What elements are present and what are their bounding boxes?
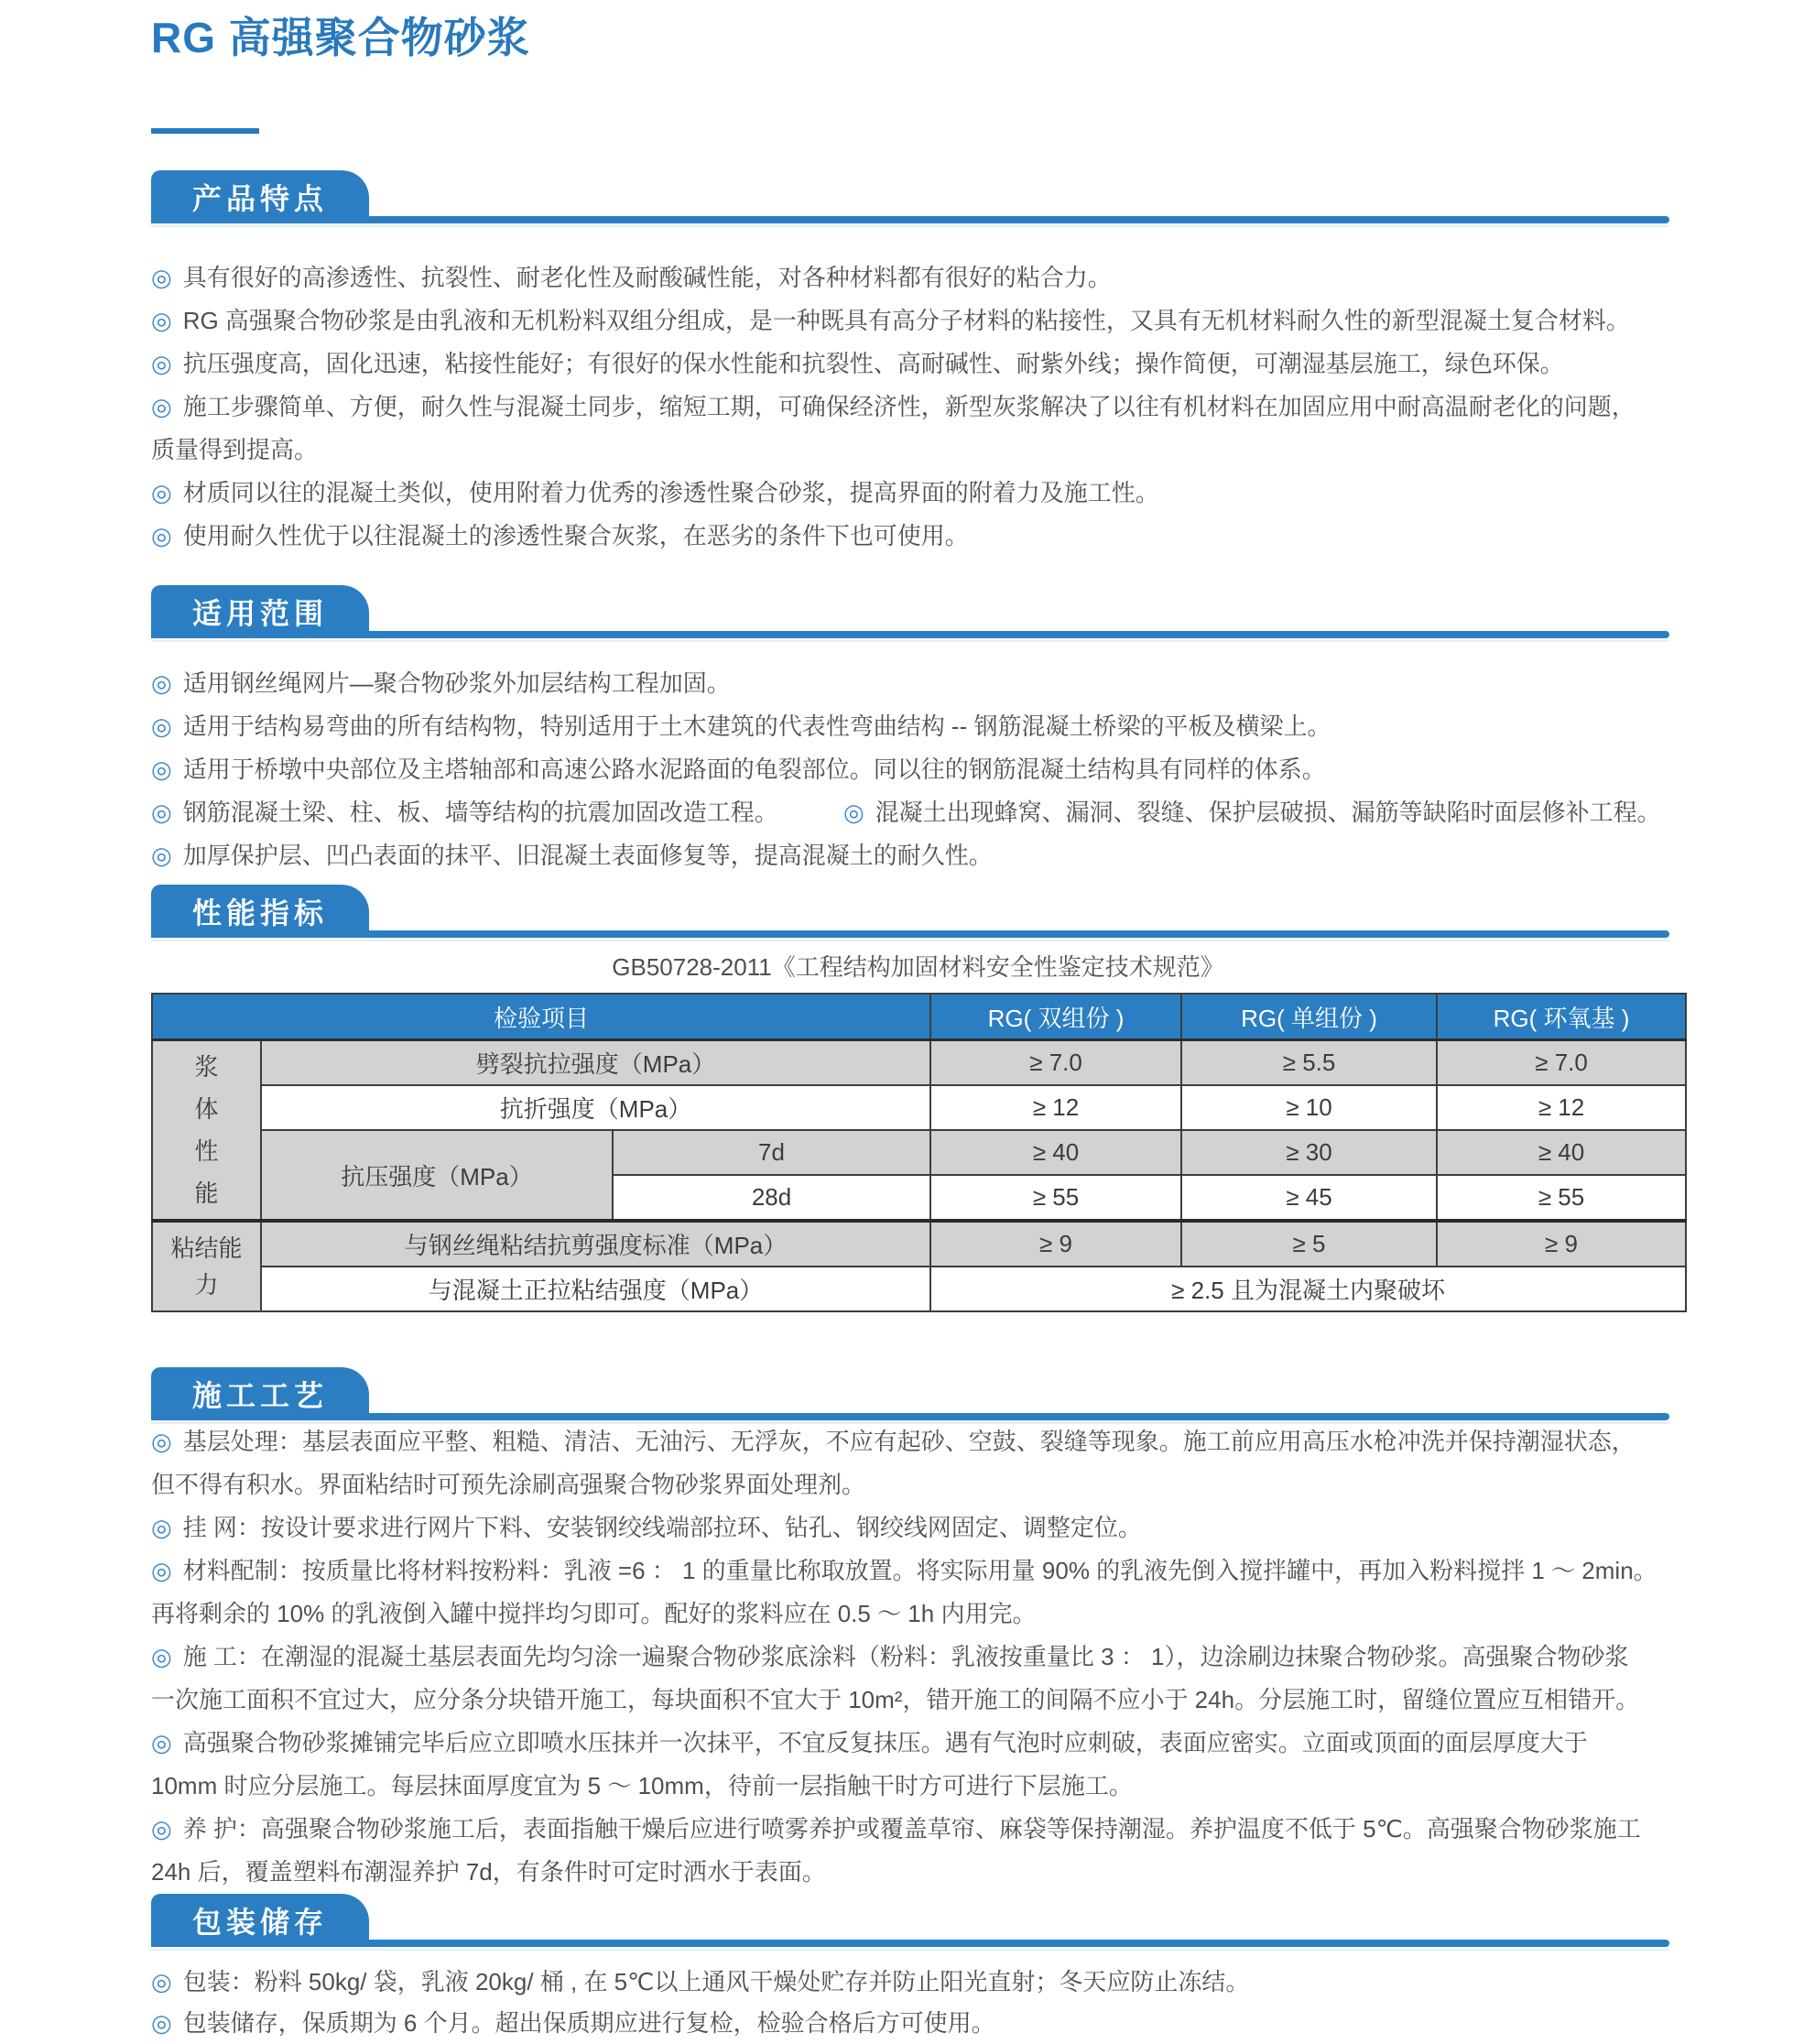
section-badge-performance	[151, 885, 369, 938]
list-item-continuation	[151, 1765, 1685, 1808]
list-item	[151, 342, 1685, 386]
packaging-list	[151, 1962, 1685, 2044]
table-cell-value: ≥ 12	[1437, 1085, 1686, 1130]
table-cell-item: 与钢丝绳粘结抗剪强度标准（MPa）	[261, 1221, 930, 1267]
bullet-icon: ◎	[151, 1643, 172, 1670]
page-title: RG 高强聚合物砂浆	[151, 14, 530, 61]
bullet-icon: ◎	[151, 1815, 172, 1843]
list-item-pair	[151, 791, 1685, 834]
list-item	[151, 515, 1685, 558]
table-row	[152, 1267, 1686, 1311]
table-row	[152, 1040, 1686, 1086]
table-header-row	[152, 994, 1686, 1040]
title-underline	[151, 128, 259, 134]
bullet-icon: ◎	[151, 393, 172, 420]
section-header-features	[151, 170, 1685, 223]
bullet-icon: ◎	[151, 307, 172, 334]
section-header-scope	[151, 585, 1685, 638]
list-item	[151, 1420, 1685, 1463]
construction-list	[151, 1420, 1685, 1894]
list-item-continuation	[151, 1679, 1685, 1722]
list-item	[151, 299, 1685, 342]
table-cell-value: ≥ 45	[1181, 1175, 1437, 1221]
list-item-text: 包装：粉料 50kg/ 袋，乳液 20kg/ 桶 , 在 5℃以上通风干燥处贮存并防止阳光直射；冬天应防止冻结。	[182, 1968, 1250, 1995]
section-divider	[151, 930, 1669, 938]
list-item-text: 10mm 时应分层施工。每层抹面厚度宜为 5 ～ 10mm，待前一层指触干时方可进行下层施工。	[151, 1772, 1133, 1799]
section-header-packaging	[151, 1894, 1685, 1947]
table-cell-value: ≥ 12	[930, 1085, 1181, 1130]
bullet-icon: ◎	[151, 756, 172, 783]
table-cell-item: 与混凝土正拉粘结强度（MPa）	[261, 1267, 930, 1311]
table-cell-sublabel: 28d	[613, 1175, 930, 1221]
list-item-text: 使用耐久性优于以往混凝土的渗透性聚合灰浆，在恶劣的条件下也可使用。	[182, 522, 969, 549]
list-item-text: 养 护：高强聚合物砂浆施工后，表面指触干燥后应进行喷雾养护或覆盖草帘、麻袋等保持潮湿。养护温度不低于 5℃。高强聚合物砂浆施工	[182, 1815, 1641, 1843]
list-item-text: 施工步骤简单、方便，耐久性与混凝土同步，缩短工期，可确保经济性，新型灰浆解决了以往有机材料在加固应用中耐高温耐老化的问题，	[182, 393, 1636, 420]
list-item	[151, 2003, 1685, 2044]
table-cell-value: ≥ 40	[1437, 1130, 1686, 1175]
list-item-text: 具有很好的高渗透性、抗裂性、耐老化性及耐酸碱性能，对各种材料都有很好的粘合力。	[182, 264, 1112, 291]
table-cell-sublabel: 7d	[613, 1130, 930, 1175]
list-item	[151, 1549, 1685, 1593]
bullet-icon: ◎	[151, 264, 172, 291]
bullet-icon: ◎	[151, 1514, 172, 1541]
list-item-text: 基层处理：基层表面应平整、粗糙、清洁、无油污、无浮灰，不应有起砂、空鼓、裂缝等现象。施工前应用高压水枪冲洗并保持潮湿状态，	[182, 1428, 1636, 1455]
bullet-icon: ◎	[151, 799, 172, 826]
section-badge-features	[151, 170, 369, 223]
list-item-text: 材质同以往的混凝土类似，使用附着力优秀的渗透性聚合砂浆，提高界面的附着力及施工性。	[182, 479, 1159, 506]
bullet-icon: ◎	[151, 479, 172, 506]
section-divider	[151, 1413, 1669, 1420]
list-item	[151, 1722, 1685, 1765]
table-caption: GB50728-2011《工程结构加固材料安全性鉴定技术规范》	[612, 953, 1224, 981]
table-cell-value: ≥ 5	[1181, 1221, 1437, 1267]
table-cell-value: ≥ 5.5	[1181, 1040, 1437, 1086]
list-item-continuation	[151, 429, 1685, 472]
list-item-text: 钢筋混凝土梁、柱、板、墙等结构的抗震加固改造工程。	[182, 799, 778, 826]
list-item-continuation	[151, 1593, 1685, 1636]
list-item	[151, 386, 1685, 429]
bullet-icon: ◎	[151, 1968, 172, 1995]
list-item-text: 一次施工面积不宜过大，应分条分块错开施工，每块面积不宜大于 10m²，错开施工的间隔不应小于 24h。分层施工时，留缝位置应互相错开。	[151, 1686, 1640, 1713]
list-item-text: 质量得到提高。	[151, 436, 319, 463]
row-group-label: 粘结能力	[152, 1221, 261, 1311]
bullet-icon: ◎	[151, 1729, 172, 1756]
bullet-icon: ◎	[151, 1428, 172, 1455]
list-item-text: 高强聚合物砂浆摊铺完毕后应立即喷水压抹并一次抹平，不宜反复抹压。遇有气泡时应刺破，表面应密实。立面或顶面的面层厚度大于	[182, 1729, 1588, 1756]
table-cell-value: ≥ 40	[930, 1130, 1181, 1175]
section-heading: 产品特点	[191, 182, 328, 215]
performance-table	[151, 993, 1687, 1312]
list-item-text: 适用于桥墩中央部位及主塔轴部和高速公路水泥路面的龟裂部位。同以往的钢筋混凝土结构具有同样的体系。	[182, 756, 1326, 783]
section-divider	[151, 1940, 1669, 1947]
bullet-icon: ◎	[151, 522, 172, 549]
list-item	[151, 662, 1685, 705]
table-cell-value: ≥ 10	[1181, 1085, 1437, 1130]
table-row	[152, 1130, 1686, 1175]
section-divider	[151, 631, 1669, 638]
table-row	[152, 1085, 1686, 1130]
scope-list	[151, 662, 1685, 877]
table-cell-value: ≥ 55	[930, 1175, 1181, 1221]
section-header-performance	[151, 885, 1685, 938]
list-item	[151, 1808, 1685, 1851]
section-divider	[151, 216, 1669, 223]
list-item-text: 再将剩余的 10% 的乳液倒入罐中搅拌均匀即可。配好的浆料应在 0.5 ～ 1h 内用完。	[151, 1600, 1037, 1627]
section-badge-construction	[151, 1367, 369, 1420]
table-cell-value: ≥ 55	[1437, 1175, 1686, 1221]
table-cell-value: ≥ 9	[930, 1221, 1181, 1267]
section-header-construction	[151, 1367, 1685, 1420]
list-item-text: 但不得有积水。界面粘结时可预先涂刷高强聚合物砂浆界面处理剂。	[151, 1471, 866, 1498]
list-item	[151, 472, 1685, 515]
list-item-text: 抗压强度高，固化迅速，粘接性能好；有很好的保水性能和抗裂性、高耐碱性、耐紫外线；操作简便，可潮湿基层施工，绿色环保。	[182, 350, 1564, 377]
list-item-text: RG 高强聚合物砂浆是由乳液和无机粉料双组分组成，是一种既具有高分子材料的粘接性，又具有无机材料耐久性的新型混凝土复合材料。	[182, 307, 1630, 334]
table-cell-item: 抗折强度（MPa）	[261, 1085, 930, 1130]
list-item	[151, 1962, 1685, 2003]
list-item	[151, 256, 1685, 299]
row-group-label: 浆体性能	[152, 1040, 261, 1222]
table-cell-merged-value: ≥ 2.5 且为混凝土内聚破坏	[930, 1267, 1686, 1311]
list-item	[151, 705, 1685, 748]
list-item	[151, 834, 1685, 877]
list-item-continuation	[151, 1851, 1685, 1894]
section-badge-scope	[151, 585, 369, 638]
bullet-icon: ◎	[151, 842, 172, 869]
list-item-text: 24h 后，覆盖塑料布潮湿养护 7d，有条件时可定时洒水于表面。	[151, 1858, 826, 1886]
list-item	[151, 748, 1685, 791]
section-heading: 施工工艺	[191, 1379, 328, 1412]
bullet-icon: ◎	[151, 1557, 172, 1584]
table-row	[152, 1221, 1686, 1267]
list-item-text: 挂 网：按设计要求进行网片下料、安装钢绞线端部拉环、钻孔、钢绞线网固定、调整定位。	[182, 1514, 1142, 1541]
section-heading: 包装储存	[191, 1906, 328, 1939]
table-col-header: RG( 双组份 )	[930, 994, 1181, 1040]
list-item	[151, 1506, 1685, 1549]
table-cell-item: 劈裂抗拉强度（MPa）	[261, 1040, 930, 1086]
list-item-text: 包装储存，保质期为 6 个月。超出保质期应进行复检，检验合格后方可使用。	[182, 2009, 995, 2037]
features-list	[151, 256, 1685, 558]
section-heading: 性能指标	[191, 897, 328, 930]
list-item-text: 施 工：在潮湿的混凝土基层表面先均匀涂一遍聚合物砂浆底涂料（粉料：乳液按重量比 3 ： 1），边涂刷边抹聚合物砂浆。高强聚合物砂浆	[182, 1643, 1629, 1670]
bullet-icon: ◎	[151, 2009, 172, 2037]
list-item-text: 适用钢丝绳网片—聚合物砂浆外加层结构工程加固。	[182, 669, 731, 697]
table-col-header: 检验项目	[152, 994, 930, 1040]
list-item-text: 混凝土出现蜂窝、漏洞、裂缝、保护层破损、漏筋等缺陷时面层修补工程。	[875, 799, 1661, 826]
list-item-continuation	[151, 1463, 1685, 1506]
bullet-icon: ◎	[151, 712, 172, 740]
table-col-header: RG( 单组份 )	[1181, 994, 1437, 1040]
bullet-icon: ◎	[151, 669, 172, 697]
list-item	[151, 1636, 1685, 1679]
table-cell-value: ≥ 7.0	[1437, 1040, 1686, 1086]
table-cell-value: ≥ 7.0	[930, 1040, 1181, 1086]
table-col-header: RG( 环氧基 )	[1437, 994, 1686, 1040]
section-heading: 适用范围	[191, 597, 328, 630]
table-cell-value: ≥ 30	[1181, 1130, 1437, 1175]
table-cell-item: 抗压强度（MPa）	[261, 1130, 613, 1221]
list-item-text: 加厚保护层、凹凸表面的抹平、旧混凝土表面修复等，提高混凝土的耐久性。	[182, 842, 993, 869]
section-badge-packaging	[151, 1894, 369, 1947]
bullet-icon: ◎	[842, 799, 864, 826]
list-item-text: 材料配制：按质量比将材料按粉料：乳液 =6 ： 1 的重量比称取放置。将实际用量 90% 的乳液先倒入搅拌罐中，再加入粉料搅拌 1 ～ 2min。	[182, 1557, 1657, 1584]
table-cell-value: ≥ 9	[1437, 1221, 1686, 1267]
bullet-icon: ◎	[151, 350, 172, 377]
list-item-text: 适用于结构易弯曲的所有结构物，特别适用于土木建筑的代表性弯曲结构 -- 钢筋混凝土桥梁的平板及横梁上。	[182, 712, 1331, 740]
